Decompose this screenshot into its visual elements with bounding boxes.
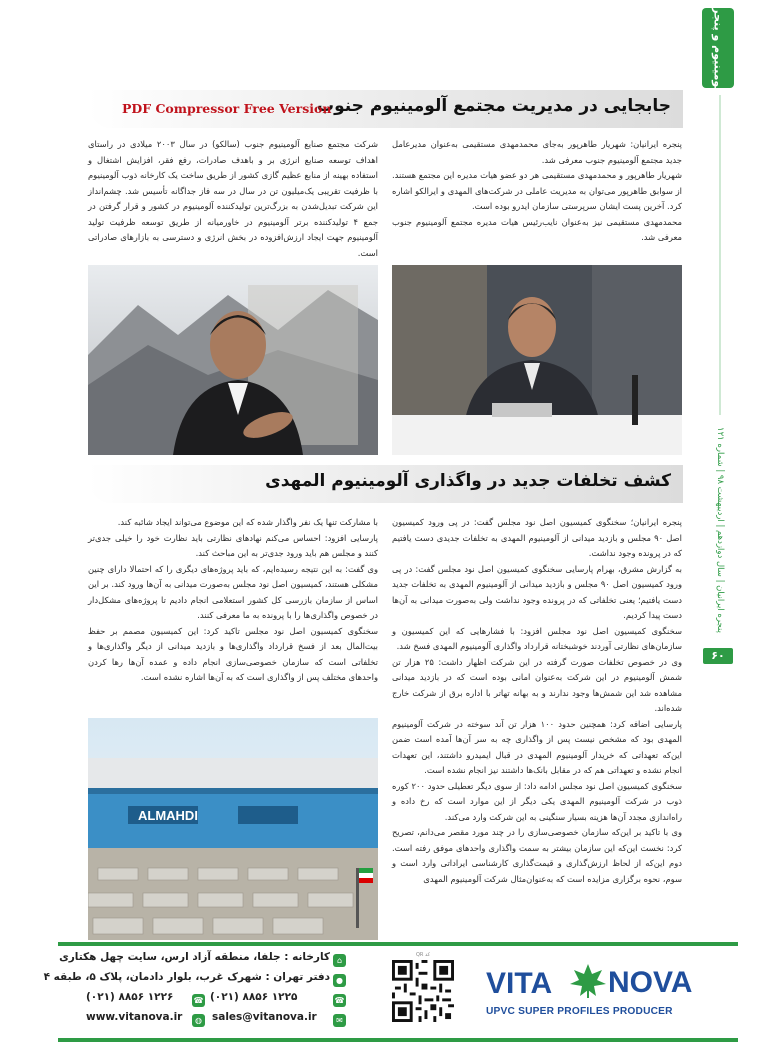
qr-caption: کد QR [415, 952, 431, 958]
paragraph: با مشارکت تنها یک نفر واگذار شده که این موضوع می‌تواند ایجاد شائبه کند. [117, 517, 378, 527]
section-tab-label: آلومینیوم و پنجره [711, 0, 725, 96]
paragraph: شرکت مجتمع صنایع آلومینیوم جنوب (سالکو) در سال ۲۰۰۳ میلادی در راستای اهداف توسعه صنایع انرژی بر و باهدف صادرات، رفع فقر، افزایش اشتغال و استفاده بهینه از منابع عظیم گازی کشور از طریق ساخت یک کارخانه ذوب آلومینیوم با ظرفیت تقریبی یک‌میلیون تن در سال در سه فاز جداگانه تأسیس شد. چشم‌انداز این شرکت تبدیل‌شدن به بزرگ‌ترین تولیدکننده آلومینیوم در کشور و قرار گرفتن در جمع ۴ تولیدکننده برتر آلومینیوم در خاورمیانه از طریق توسعه ظرفیت تولید آلومینیوم جهت ایجاد ارزش‌افزوده در بخش انرژی و دسترسی به بازارهای صادراتی است. [88, 139, 378, 258]
website-link[interactable]: www.vitanova.ir [86, 1011, 183, 1023]
office-address: دفتر تهران : شهرک غرب، بلوار دادمان، پلاک ۵، طبقه ۴ [43, 971, 330, 983]
issue-line: پنجره ایرانیان | سال دوازدهم | اردیبهشت ۹۸ | شماره ۱۲۱ [715, 427, 725, 633]
paragraph: وی در خصوص تخلفات صورت گرفته در این شرکت اظهار داشت: ۲۵ هزار تن شمش آلومینیوم در این شرکت به‌عنوان امانی بوده است که در بازدید میدانی مشاهده شد این شمش‌ها وجود ندارند و به بهانه تهاتر با اداره برق از شرکت خارج شده‌اند. [392, 656, 682, 713]
paragraph: وی گفت: به این نتیجه رسیده‌ایم، که باید پروژه‌های دیگری را که احتمالا دارای چنین مشکلی هستند، کمیسیون اصل نود مجلس به‌صورت میدانی به آن‌ها ورود کند. بر این اساس از سازمان بازرسی کل کشور استعلامی انجام دادیم تا پروژه‌های مشکل‌دار در خصوص واگذاری‌ها را با پرونده به ما معرفی کنند. [88, 563, 378, 620]
article2-left-column [88, 515, 378, 686]
qr-code[interactable] [392, 952, 454, 1032]
paragraph: سخنگوی کمیسیون اصل نود مجلس ادامه داد: از سوی دیگر تعطیلی حدود ۲۰۰ کوره ذوب در شرکت آلومینیوم المهدی یکی دیگر از این موارد است که رخ داده و راه‌اندازی مجدد آن‌ها هزینه بسیار سنگینی به این شرکت وارد می‌کند. [392, 780, 682, 822]
svg-text:ALMAHDI: ALMAHDI [138, 808, 198, 823]
svg-text:VITA: VITA [486, 967, 553, 1000]
section-tab [702, 0, 734, 96]
paragraph: محمدمهدی مستقیمی نیز به‌عنوان نایب‌رئیس هیات مدیره مجتمع آلومینیوم جنوب معرفی شد. [392, 216, 682, 242]
watermark: PDF Compressor Free Version [122, 101, 332, 116]
article2-headline-bar [88, 465, 683, 503]
paragraph: سخنگوی کمیسیون اصل نود مجلس افزود: با فشارهایی که این کمیسیون و سازمان‌های نظارتی آوردند خوشبختانه قرارداد واگذاری آلومینیوم المهدی فسخ شد. [392, 625, 682, 651]
globe-icon: ◍ [192, 1014, 205, 1027]
vitanova-logo [486, 960, 693, 1022]
paragraph: شهریار طاهرپور و محمدمهدی مستقیمی هر دو عضو هیات مدیره این مجتمع هستند. از سوابق طاهرپور می‌توان به مدیریت عاملی در شرکت‌های المهدی و ایرالکو اشاره کرد. آخرین پست ایشان سرپرستی سازمان ایدرو بوده است. [392, 170, 682, 211]
article1-left-column [88, 137, 378, 261]
paragraph: به گزارش مشرق، بهرام پارسایی سخنگوی کمیسیون اصل نود مجلس گفت: در پی ورود کمیسیون اصل ۹۰ مجلس و بازدید میدانی از آلومینیوم المهدی به تخلفات جدید دست یافتیم؛ یعنی تخلفاتی که در پرونده وجود نداشت ولی به‌صورت میدانی به آن‌ها دست پیدا کردیم. [392, 563, 682, 620]
phone-1[interactable]: (۰۲۱) ۸۸۵۶ ۱۲۲۵ [210, 991, 298, 1003]
email-link[interactable]: sales@vitanova.ir [212, 1011, 317, 1023]
paragraph: وی با تاکید بر این‌که سازمان خصوصی‌سازی را در چند مورد مقصر می‌دانم، تصریح کرد: نخست این‌که این سازمان بیشتر به سمت واگذاری واحدهای موفق رفته است. دوم این‌که از لحاظ ارزش‌گذاری و قیمت‌گذاری کارشناسی ایراداتی وارد است و سوم، نحوه برگزاری مزایده است که به‌عنوان‌مثال شرکت آلومینیوم المهدی [392, 827, 682, 884]
footer-top-band [58, 942, 738, 946]
page-number: ۶۰ [703, 648, 733, 664]
paragraph: پارسایی افزود: احساس می‌کنم نهادهای نظارتی باید نظارت خود را خیلی جدی‌تر کنند و مجلس هم باید ورود جدی‌تر به این مباحث کند. [88, 532, 378, 558]
footer-bottom-band [58, 1038, 738, 1042]
issue-strip [713, 420, 727, 640]
factory-icon: ⌂ [333, 954, 346, 967]
phone-icon: ☎ [193, 996, 204, 1005]
phone-icon: ☎ [334, 996, 345, 1005]
paragraph: پنجره ایرانیان: شهریار طاهرپور به‌جای محمدمهدی مستقیمی به‌عنوان مدیرعامل جدید مجتمع آلومینیوم جنوب معرفی شد. [392, 139, 682, 165]
article2-right-column [392, 515, 682, 887]
article2-headline: کشف تخلفات جدید در واگذاری آلومینیوم المهدی [265, 471, 671, 491]
article1-headline: جابجایی در مدیریت مجتمع آلومینیوم جنوب [316, 96, 671, 116]
factory-address: کارخانه : جلفا، منطقه آزاد ارس، سایت چهل هکتاری [59, 951, 330, 963]
sidebar-divider [719, 95, 721, 415]
photo-executive-mountains [88, 265, 378, 455]
email-icon: ✉ [333, 1014, 346, 1027]
brand-nova: NOVA [608, 966, 693, 999]
photo-speaker-conference [392, 265, 682, 455]
paragraph: پارسایی اضافه کرد: همچنین حدود ۱۰۰ هزار تن آند سوخته در شرکت آلومینیوم المهدی بود که مشخص نیست پس از واگذاری چه به سر آن‌ها آمده است ضمن این‌که تعهداتی که خریدار آلومینیوم المهدی در قبال ایمیدرو داشتند، این تعهدات انجام نشده و تعهداتی هم که در مقابل بانک‌ها داشتند نیز انجام نشده است. [392, 718, 683, 775]
paragraph: سخنگوی کمیسیون اصل نود مجلس تاکید کرد: این کمیسیون مصمم بر حفظ بیت‌المال بعد از فسخ قرارداد واگذاری‌ها و بازدید میدانی از دیگر واگذاری‌ها و تخلفاتی است که سازمان خصوصی‌سازی انجام داده و عمده آن‌ها رها کردن واحدهای مختلف پس از واگذاری است که به آن‌ها اشاره نشده است. [88, 625, 378, 682]
photo-almahdi-factory [88, 718, 378, 940]
brand-tagline: UPVC SUPER PROFILES PRODUCER [486, 1006, 673, 1017]
paragraph: پنجره ایرانیان؛ سخنگوی کمیسیون اصل نود مجلس گفت: در پی ورود کمیسیون اصل ۹۰ مجلس و بازدید میدانی از آلومینیوم المهدی به تخلفات جدیدی دست یافتیم که در پرونده وجود نداشت. [392, 517, 682, 558]
article1-right-column [392, 137, 682, 246]
location-icon: ● [333, 974, 346, 987]
phone-2[interactable]: (۰۲۱) ۸۸۵۶ ۱۲۲۶ [86, 991, 174, 1003]
